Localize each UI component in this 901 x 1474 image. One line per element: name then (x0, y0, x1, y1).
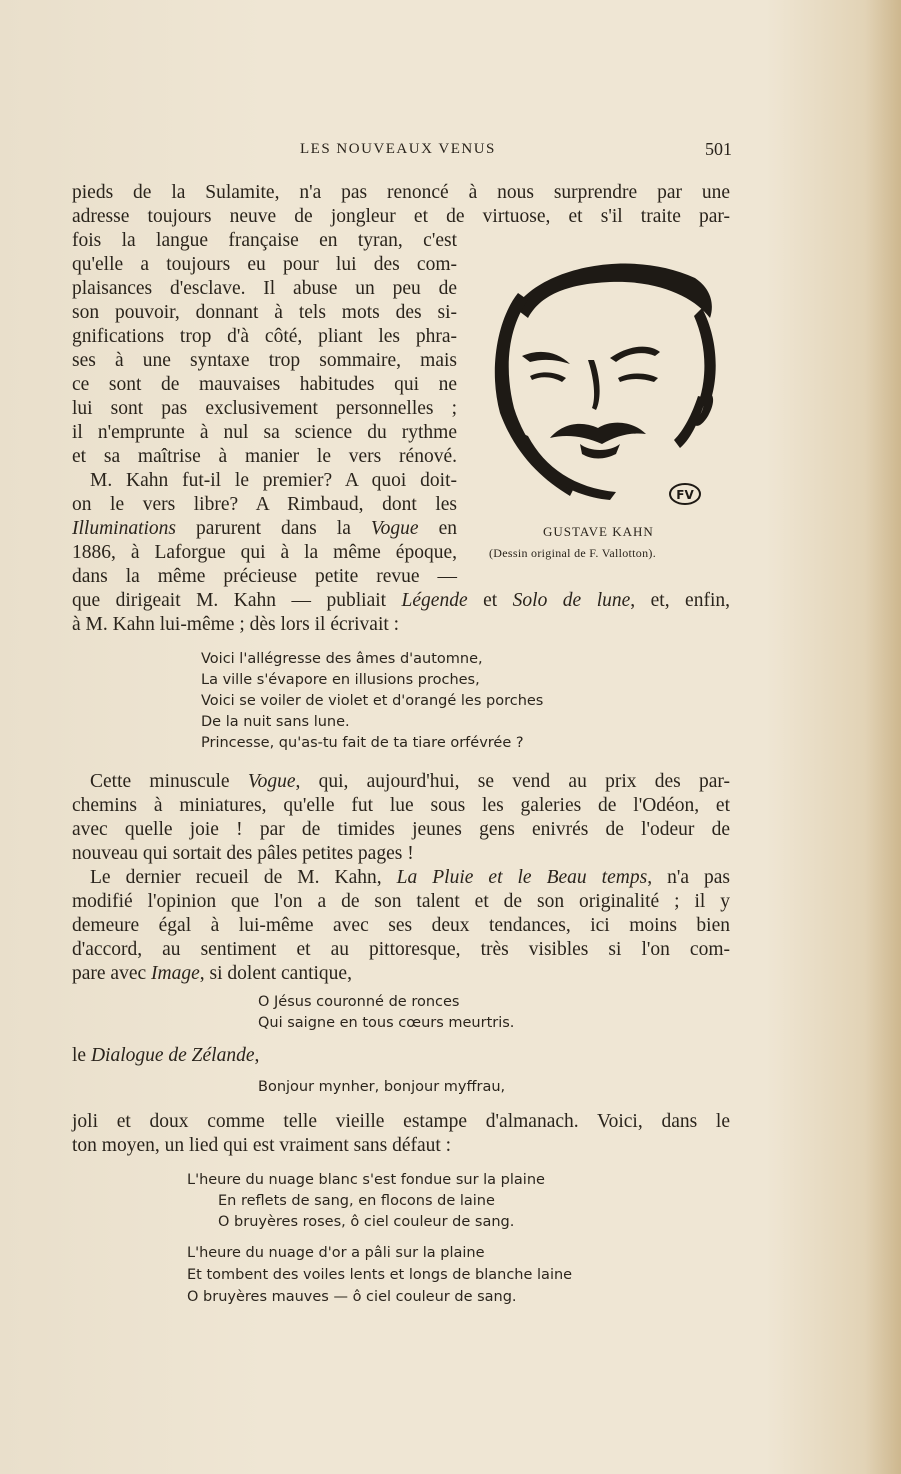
text-line: et sa maîtrise à manier le vers rénové. (72, 446, 457, 467)
italic-title: Solo de lune (512, 590, 631, 611)
page-number: 501 (705, 139, 732, 159)
running-title: LES NOUVEAUX VENUS (300, 141, 496, 157)
page-header (72, 141, 732, 163)
verse-line: Voici se voiler de violet et d'orangé les porches (201, 693, 544, 709)
text-line: M. Kahn fut-il le premier? A quoi doit- (90, 470, 457, 491)
text-line: on le vers libre? A Rimbaud, dont les (72, 494, 457, 515)
italic-title: Image (151, 963, 200, 984)
text-line: Illuminations parurent dans la Vogue en (72, 518, 457, 539)
artist-monogram: FV (676, 488, 694, 502)
text-line: d'accord, au sentiment et au pittoresque, très visibles si l'on com- (72, 939, 730, 960)
text-line: ses à une syntaxe trop sommaire, mais (72, 350, 457, 371)
italic-title: Vogue (247, 771, 296, 792)
portrait-illustration (470, 248, 720, 528)
text-line: ton moyen, un lied qui est vraiment sans défaut : (72, 1135, 452, 1156)
verse-line: Et tombent des voiles lents et longs de blanche laine (187, 1267, 573, 1283)
text-line: son pouvoir, donnant à tels mots des si- (72, 302, 457, 323)
italic-title: Illuminations (72, 518, 177, 539)
verse-line: O bruyères mauves — ô ciel couleur de sang. (187, 1289, 517, 1305)
text-line: plaisances d'esclave. Il abuse un peu de (72, 278, 457, 299)
verse-line: En reflets de sang, en flocons de laine (218, 1193, 495, 1209)
text-line: adresse toujours neuve de jongleur et de virtuose, et s'il traite par- (72, 206, 730, 227)
text-line: nouveau qui sortait des pâles petites pages ! (72, 843, 414, 864)
verse-line: Bonjour mynher, bonjour myffrau, (258, 1079, 506, 1095)
text-line: pare avec Image, si dolent cantique, (72, 963, 352, 984)
verse-line: Voici l'allégresse des âmes d'automne, (201, 651, 483, 667)
text-line: que dirigeait M. Kahn — publiait Légende et Solo de lune, et, enfin, (72, 590, 730, 611)
text-line: modifié l'opinion que l'on a de son talent et de son originalité ; il y (72, 891, 730, 912)
verse-line: Qui saigne en tous cœurs meurtris. (258, 1015, 515, 1031)
italic-title: Légende (401, 590, 468, 611)
text-line: fois la langue française en tyran, c'est (72, 230, 457, 251)
verse-line: O bruyères roses, ô ciel couleur de sang. (218, 1214, 515, 1230)
verse-line: L'heure du nuage d'or a pâli sur la plaine (187, 1245, 485, 1261)
italic-title: Vogue (370, 518, 419, 539)
text-line: à M. Kahn lui-même ; dès lors il écrivait : (72, 614, 400, 635)
text-line: il n'emprunte à nul sa science du rythme (72, 422, 457, 443)
text-line: chemins à miniatures, qu'elle fut lue sous les galeries de l'Odéon, et (72, 795, 730, 816)
text-line: le Dialogue de Zélande, (72, 1045, 260, 1066)
text-line: Cette minuscule Vogue, qui, aujourd'hui, se vend au prix des par- (90, 771, 730, 792)
text-line: gnifications trop d'à côté, pliant les phra- (72, 326, 457, 347)
figure-caption-credit: (Dessin original de F. Vallotton). (489, 546, 657, 560)
text-line: pieds de la Sulamite, n'a pas renoncé à nous surprendre par une (72, 182, 730, 203)
text-line: dans la même précieuse petite revue — (72, 566, 457, 587)
text-line: lui sont pas exclusivement personnelles ; (72, 398, 457, 419)
text-line: avec quelle joie ! par de timides jeunes gens enivrés de l'odeur de (72, 819, 730, 840)
verse-line: La ville s'évapore en illusions proches, (201, 672, 480, 688)
text-line: ce sont de mauvaises habitudes qui ne (72, 374, 457, 395)
text-line: Le dernier recueil de M. Kahn, La Pluie et le Beau temps, n'a pas (90, 867, 731, 888)
italic-title: La Pluie et le Beau temps (396, 867, 648, 888)
figure-caption-title: GUSTAVE KAHN (543, 524, 654, 539)
verse-line: Princesse, qu'as-tu fait de ta tiare orfévrée ? (201, 735, 524, 751)
verse-line: L'heure du nuage blanc s'est fondue sur la plaine (187, 1172, 545, 1188)
verse-line: De la nuit sans lune. (201, 714, 350, 730)
text-line: 1886, à Laforgue qui à la même époque, (72, 542, 457, 563)
italic-title: Dialogue de Zélande (90, 1045, 255, 1066)
text-line: demeure égal à lui-même avec ses deux tendances, ici moins bien (72, 915, 730, 936)
verse-line: O Jésus couronné de ronces (258, 994, 460, 1010)
text-line: joli et doux comme telle vieille estampe d'almanach. Voici, dans le (72, 1111, 730, 1132)
text-line: qu'elle a toujours eu pour lui des com- (72, 254, 457, 275)
